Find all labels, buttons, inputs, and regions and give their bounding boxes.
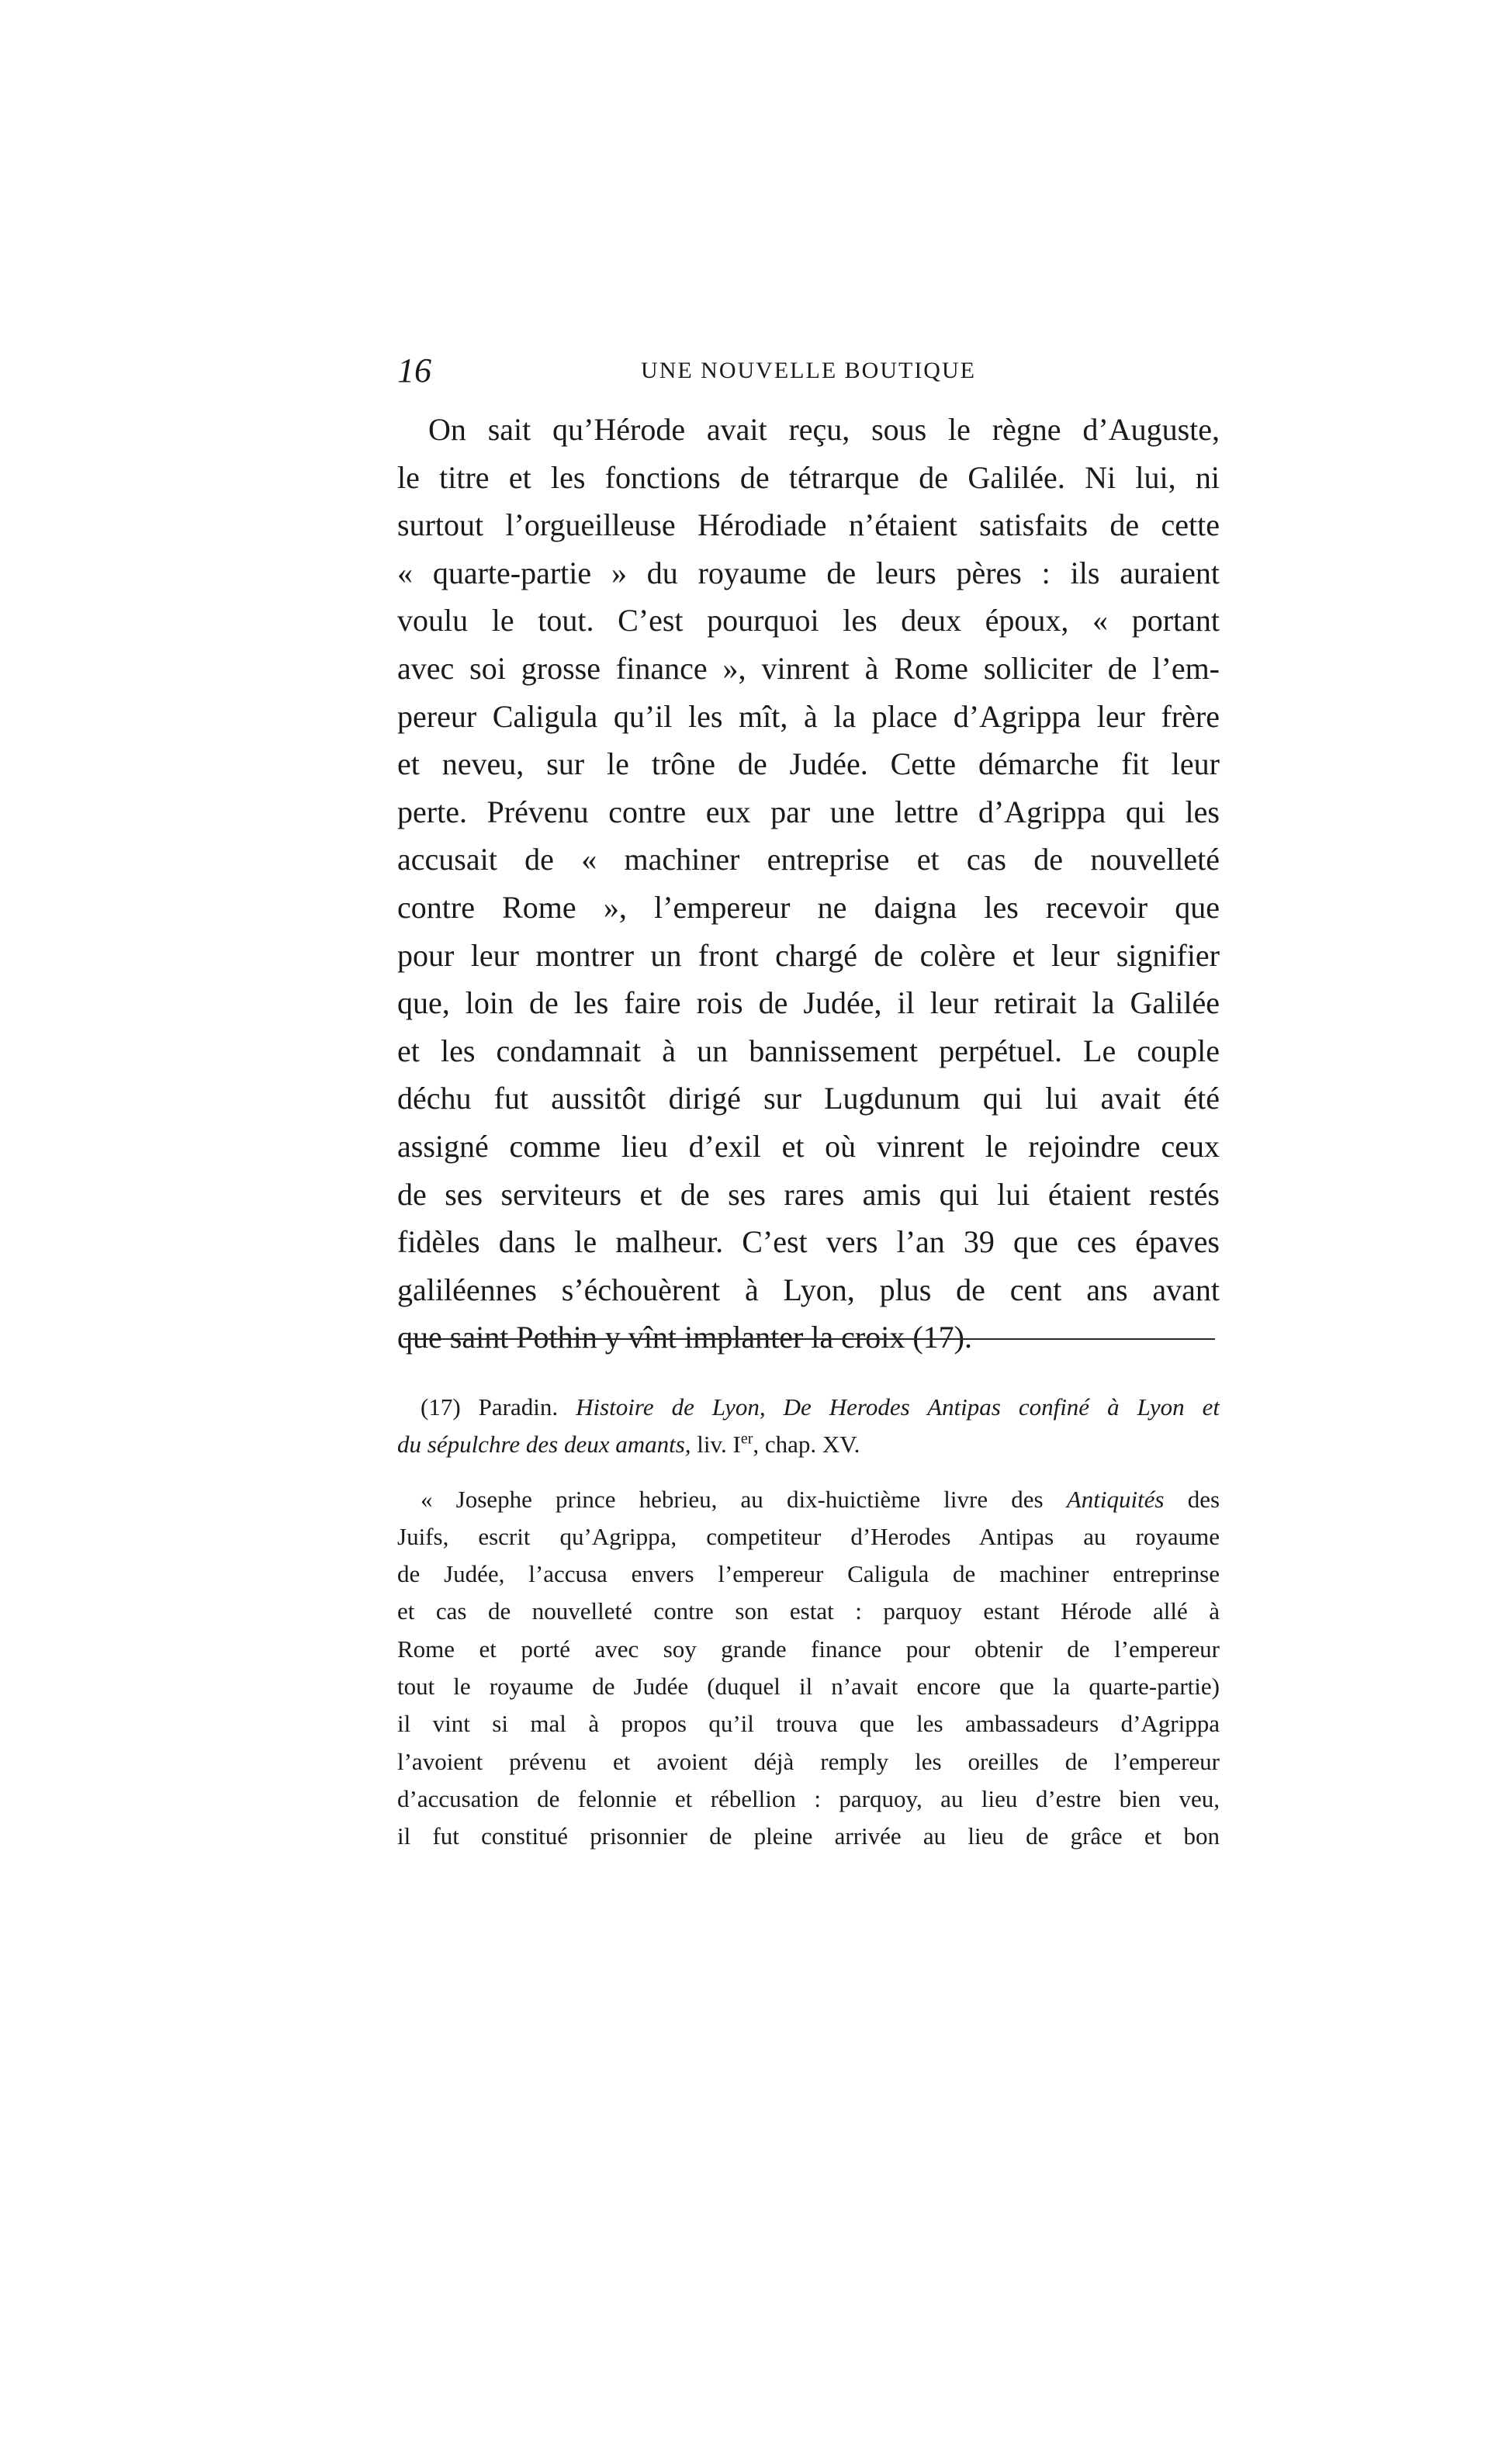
body-line: et neveu, sur le trône de Judée. Cette démarche fit leur <box>397 746 1220 782</box>
footnote-citation-line <box>397 1426 1220 1463</box>
body-line: pereur Caligula qu’il les mît, à la place d’Agrippa leur frère <box>397 698 1220 734</box>
footnote-quote-line: Juifs, escrit qu’Agrippa, competiteur d’Herodes Antipas au royaume <box>397 1522 1220 1550</box>
footnote-work-title-cont: du sépulchre des deux amants, <box>397 1431 691 1459</box>
footnote-quote-line <box>397 1481 1220 1518</box>
footnote-quote-text: des <box>1187 1485 1220 1513</box>
footnote-quote-text: « Josephe prince hebrieu, au dix-huictième livre des <box>421 1485 1044 1513</box>
body-line: contre Rome », l’empereur ne daigna les recevoir que <box>397 889 1220 925</box>
footnote-ref-chapter: , chap. XV. <box>753 1431 860 1459</box>
footnote-work-title: Histoire de Lyon, De Herodes Antipas confiné à Lyon et <box>576 1393 1220 1421</box>
footnote-quote-line: d’accusation de felonnie et rébellion : parquoy, au lieu d’estre bien veu, <box>397 1784 1220 1812</box>
running-header <box>397 348 1220 394</box>
body-line: pour leur montrer un front chargé de colère et leur signifier <box>397 937 1220 973</box>
footnote-ref: liv. I <box>697 1431 741 1459</box>
body-line: que, loin de les faire rois de Judée, il leur retirait la Galilée <box>397 985 1220 1021</box>
body-line: « quarte-partie » du royaume de leurs pères : ils auraient <box>397 555 1220 590</box>
footnote-quote-line: de Judée, l’accusa envers l’empereur Caligula de machiner entreprinse <box>397 1560 1220 1588</box>
footnote-quote-line: et cas de nouvelleté contre son estat : parquoy estant Hérode allé à <box>397 1597 1220 1625</box>
body-line: assigné comme lieu d’exil et où vinrent le rejoindre ceux <box>397 1128 1220 1164</box>
footnote-marker: (17) <box>421 1393 461 1421</box>
footnote-quote-line: Rome et porté avec soy grande finance pour obtenir de l’empereur <box>397 1635 1220 1663</box>
body-line: accusait de « machiner entreprise et cas de nouvelleté <box>397 842 1220 877</box>
footnote-quote-title: Antiquités <box>1066 1485 1165 1513</box>
footnote-author: Paradin. <box>478 1393 559 1421</box>
body-line: galiléennes s’échouèrent à Lyon, plus de cent ans avant <box>397 1272 1220 1307</box>
page-number: 16 <box>397 351 431 389</box>
footnote-ref-sup: er <box>740 1430 753 1448</box>
footnote-quote-line: il fut constitué prisonnier de pleine arrivée au lieu de grâce et bon <box>397 1822 1220 1850</box>
body-line: de ses serviteurs et de ses rares amis qui lui étaient restés <box>397 1176 1220 1212</box>
footnote-quote-line: l’avoient prévenu et avoient déjà remply les oreilles de l’empereur <box>397 1747 1220 1775</box>
body-line: le titre et les fonctions de tétrarque de Galilée. Ni lui, ni <box>397 459 1220 495</box>
body-line: perte. Prévenu contre eux par une lettre d’Agrippa qui les <box>397 794 1220 829</box>
body-line: surtout l’orgueilleuse Hérodiade n’étaient satisfaits de cette <box>397 507 1220 543</box>
body-line: voulu le tout. C’est pourquoi les deux époux, « portant <box>397 603 1220 638</box>
body-line: et les condamnait à un bannissement perpétuel. Le couple <box>397 1033 1220 1068</box>
body-line: avec soi grosse finance », vinrent à Rome solliciter de l’em- <box>397 650 1220 686</box>
body-line: On sait qu’Hérode avait reçu, sous le règne d’Auguste, <box>428 412 1220 447</box>
footnote-quote-line: tout le royaume de Judée (duquel il n’avait encore que la quarte-partie) <box>397 1673 1220 1701</box>
footnote-quote-line: il vint si mal à propos qu’il trouva que les ambassadeurs d’Agrippa <box>397 1710 1220 1738</box>
body-line: déchu fut aussitôt dirigé sur Lugdunum qui lui avait été <box>397 1081 1220 1116</box>
footnotes <box>397 1389 1220 1856</box>
footnote-rule <box>403 1338 1215 1340</box>
body-line: fidèles dans le malheur. C’est vers l’an 39 que ces épaves <box>397 1224 1220 1260</box>
footnote-citation-line <box>397 1389 1220 1426</box>
body-line: que saint Pothin y vînt implanter la croix (17). <box>397 1320 972 1355</box>
running-title: UNE NOUVELLE BOUTIQUE <box>641 358 976 383</box>
main-paragraph <box>397 406 1220 1362</box>
